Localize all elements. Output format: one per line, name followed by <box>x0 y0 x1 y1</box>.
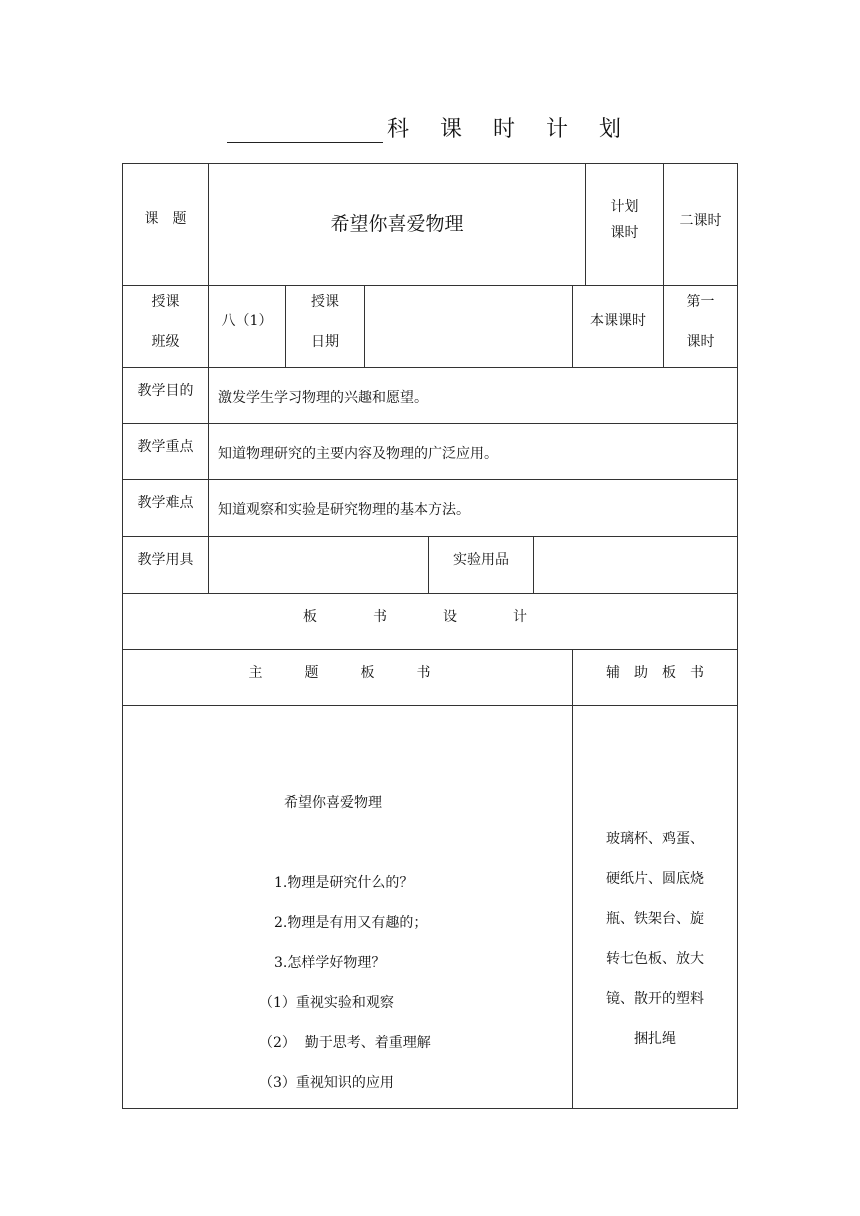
date-label-1: 授课 <box>311 294 339 310</box>
class-label-cell <box>122 285 209 368</box>
date-label-cell <box>285 285 365 368</box>
aux-board-line: 瓶、铁架台、旋 <box>606 911 704 927</box>
main-board-line: 2.物理是有用又有趣的； <box>274 915 428 931</box>
date-label-2: 日期 <box>311 334 339 350</box>
session-value-1: 第一 <box>686 294 715 310</box>
main-board-heading: 希望你喜爱物理 <box>284 795 382 811</box>
main-board-line: 1.物理是研究什么的？ <box>274 875 414 891</box>
aux-board-line: 硬纸片、圆底烧 <box>606 871 704 887</box>
difficulties-label: 教学难点 <box>137 495 194 511</box>
topic-value-cell <box>208 163 586 286</box>
topic-label-cell <box>122 163 209 286</box>
class-label-1: 授课 <box>151 294 180 310</box>
tools-label-cell <box>122 536 209 594</box>
keypoints-label-cell <box>122 423 209 480</box>
goals-label: 教学目的 <box>137 383 194 399</box>
main-board-line: （3）重视知识的应用 <box>259 1075 394 1091</box>
goals-label-cell <box>122 367 209 424</box>
difficulties-value: 知道观察和实验是研究物理的基本方法。 <box>218 502 470 518</box>
difficulties-label-cell <box>122 479 209 537</box>
board-design-cell <box>122 593 738 650</box>
aux-board-label: 辅 助 板 书 <box>606 665 704 681</box>
aux-board-line: 转七色板、放大 <box>606 951 704 967</box>
tools-label: 教学用具 <box>137 552 194 568</box>
plan-label-1: 计划 <box>610 199 639 215</box>
plan-label-2: 课时 <box>610 225 639 241</box>
page-title <box>0 112 860 143</box>
main-board-line: （2） 勤于思考、着重理解 <box>259 1035 431 1051</box>
lab-label-cell <box>428 536 534 594</box>
goals-value-cell <box>208 367 738 424</box>
goals-value: 激发学生学习物理的兴趣和愿望。 <box>218 390 428 406</box>
topic-label: 课 题 <box>144 210 187 227</box>
aux-board-line: 镜、散开的塑料 <box>606 991 704 1007</box>
plan-label-cell <box>585 163 664 286</box>
aux-board-line: 捆扎绳 <box>634 1031 676 1047</box>
date-value-cell <box>364 285 573 368</box>
lab-value-cell <box>533 536 738 594</box>
lab-label: 实验用品 <box>453 552 509 568</box>
main-board-label: 主 题 板 书 <box>248 665 431 681</box>
tools-value-cell <box>208 536 429 594</box>
difficulties-value-cell <box>208 479 738 537</box>
aux-board-header-cell <box>572 649 738 706</box>
plan-value: 二课时 <box>679 213 722 229</box>
session-value-cell <box>663 285 738 368</box>
title-text: 科 课 时 计 划 <box>387 117 633 142</box>
main-board-content-cell <box>122 705 573 1109</box>
main-board-line: 3.怎样学好物理？ <box>274 955 386 971</box>
aux-board-content-cell <box>572 705 738 1109</box>
class-label-2: 班级 <box>151 334 180 350</box>
keypoints-value-cell <box>208 423 738 480</box>
subject-blank <box>227 122 383 143</box>
main-board-header-cell <box>122 649 573 706</box>
class-value: 八（1） <box>221 312 273 329</box>
session-label: 本课课时 <box>590 312 646 329</box>
topic-value: 希望你喜爱物理 <box>330 213 464 235</box>
keypoints-value: 知道物理研究的主要内容及物理的广泛应用。 <box>218 446 498 462</box>
plan-value-cell <box>663 163 738 286</box>
session-label-cell <box>572 285 664 368</box>
keypoints-label: 教学重点 <box>137 439 194 455</box>
main-board-line: （1）重视实验和观察 <box>259 995 394 1011</box>
board-design-label: 板 书 设 计 <box>303 609 527 625</box>
aux-board-line: 玻璃杯、鸡蛋、 <box>606 831 704 847</box>
session-value-2: 课时 <box>686 334 715 350</box>
class-value-cell <box>208 285 286 368</box>
